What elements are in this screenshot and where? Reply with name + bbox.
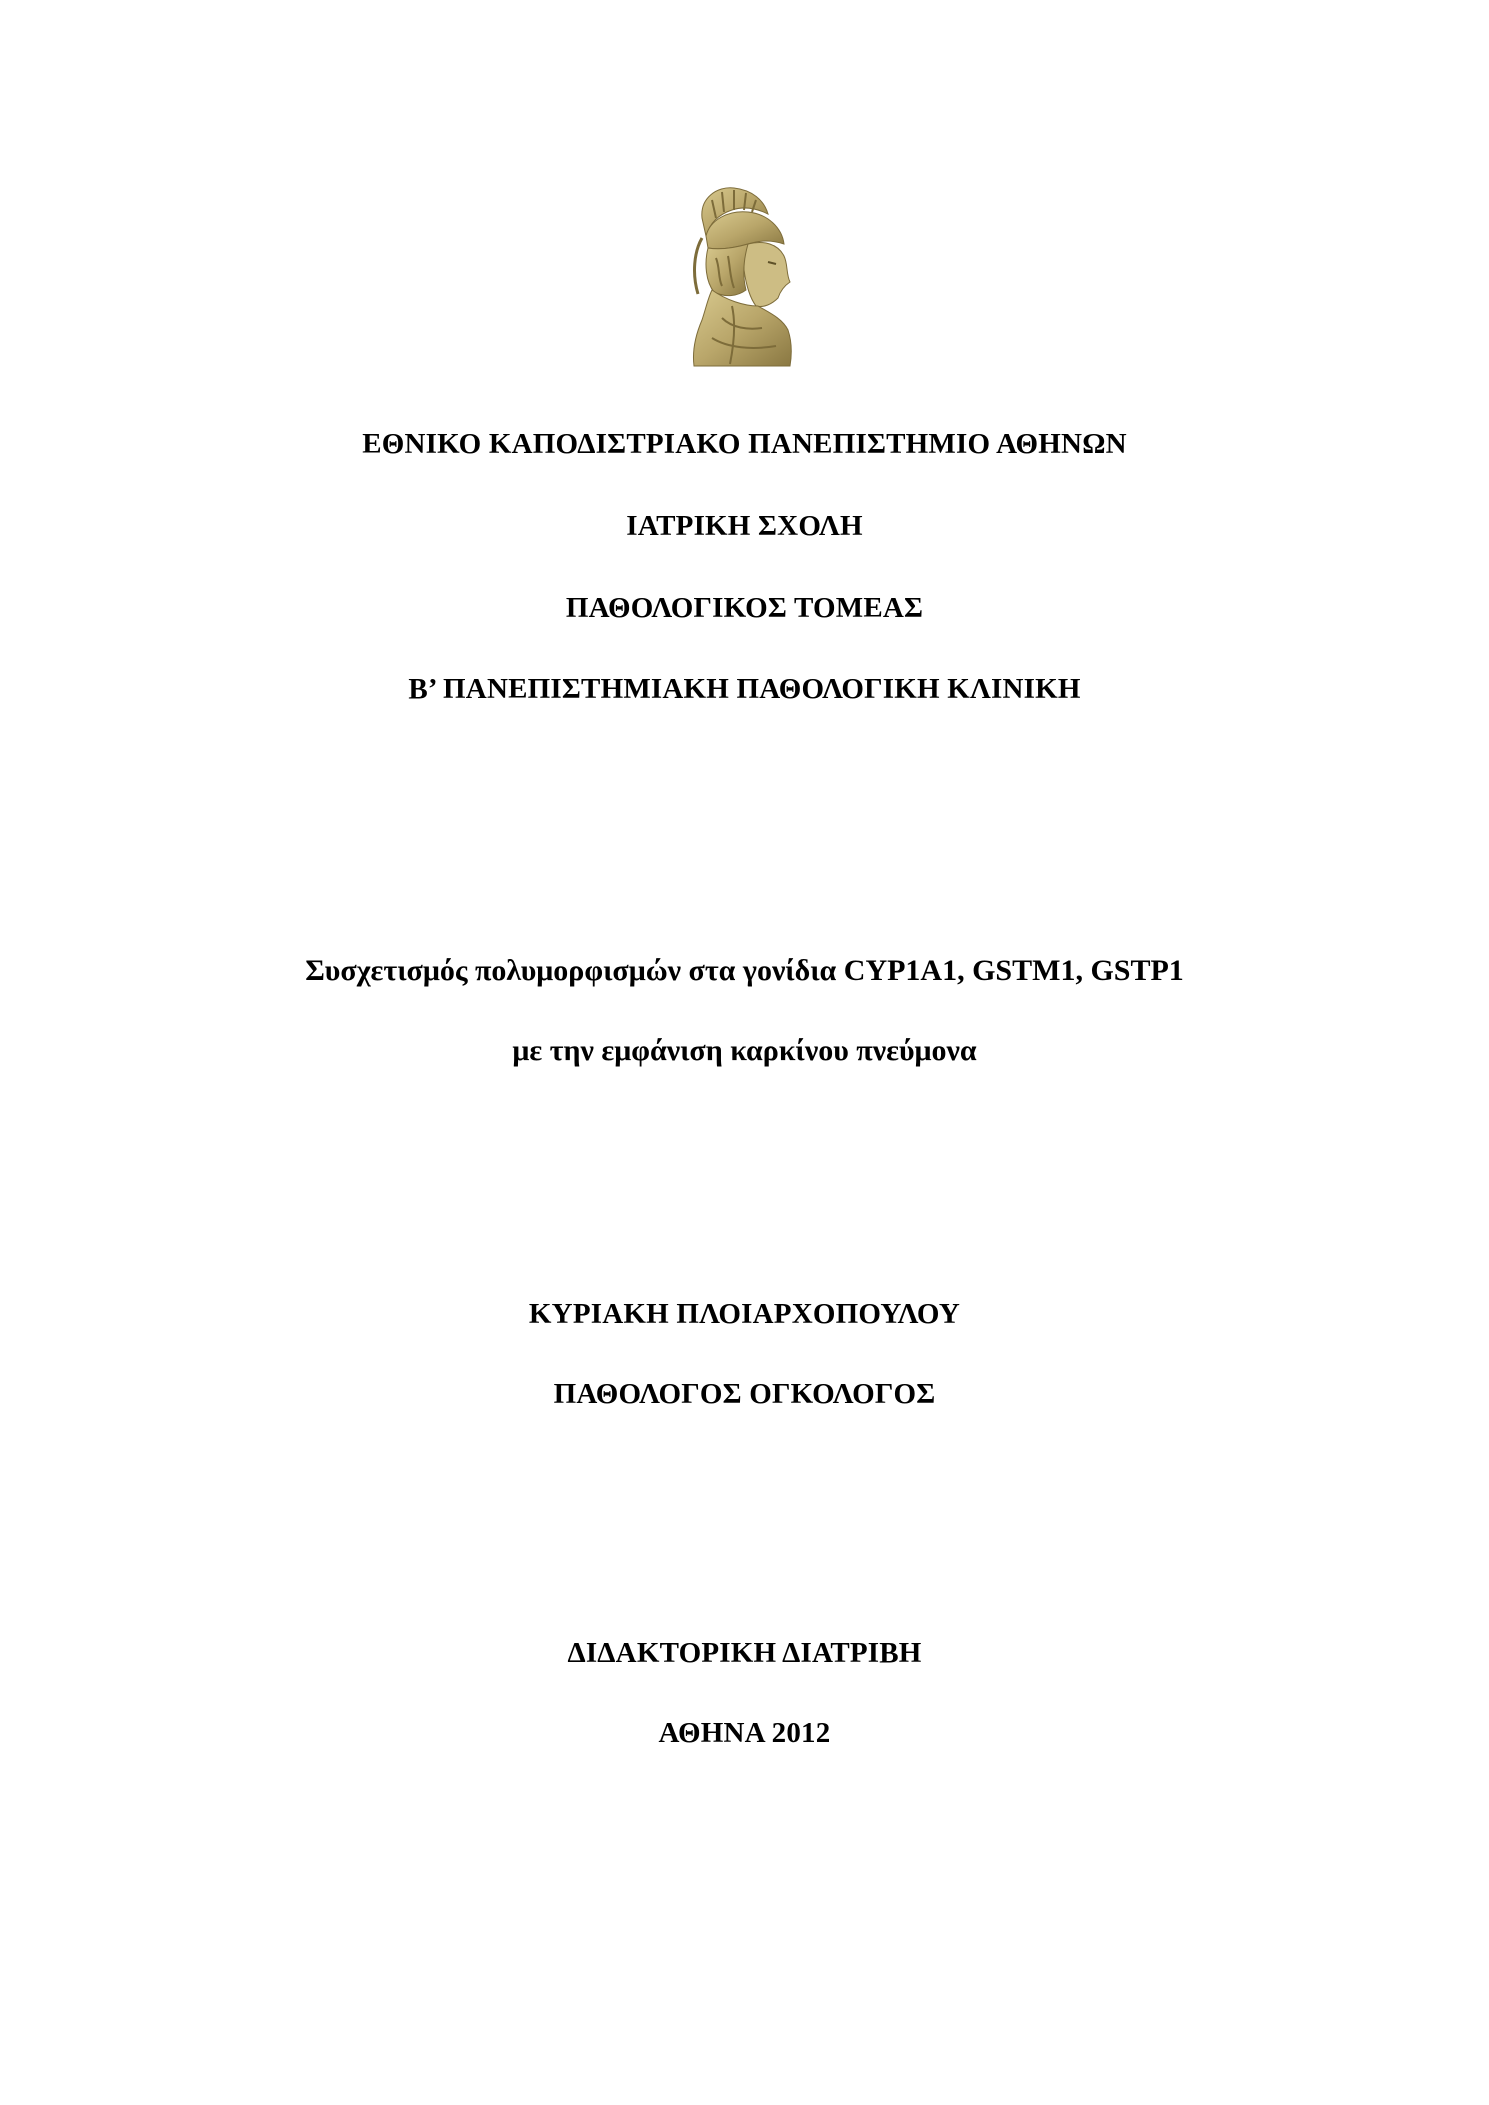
- place-year: ΑΘΗΝΑ 2012: [658, 1717, 831, 1749]
- thesis-title-line-2: με την εμφάνιση καρκίνου πνεύμονα: [512, 1034, 977, 1067]
- university-name: ΕΘΝΙΚΟ ΚΑΠΟΔΙΣΤΡΙΑΚΟ ΠΑΝΕΠΙΣΤΗΜΙΟ ΑΘΗΝΩΝ: [362, 428, 1127, 460]
- document-type: ΔΙΔΑΚΤΟΡΙΚΗ ΔΙΑΤΡΙΒΗ: [567, 1637, 922, 1669]
- author-specialty: ΠΑΘΟΛΟΓΟΣ ΟΓΚΟΛΟΓΟΣ: [553, 1378, 936, 1410]
- sector-name: ΠΑΘΟΛΟΓΙΚΟΣ ΤΟΜΕΑΣ: [565, 592, 924, 624]
- author-name: ΚΥΡΙΑΚΗ ΠΛΟΙΑΡΧΟΠΟΥΛΟΥ: [528, 1298, 961, 1330]
- school-name: ΙΑΤΡΙΚΗ ΣΧΟΛΗ: [626, 510, 863, 542]
- clinic-name: Β’ ΠΑΝΕΠΙΣΤΗΜΙΑΚΗ ΠΑΘΟΛΟΓΙΚΗ ΚΛΙΝΙΚΗ: [408, 673, 1081, 705]
- thesis-title-line-1: Συσχετισμός πολυμορφισμών στα γονίδια CYP1A1, GSTM1, GSTP1: [305, 954, 1184, 987]
- athena-emblem-icon: [672, 178, 814, 368]
